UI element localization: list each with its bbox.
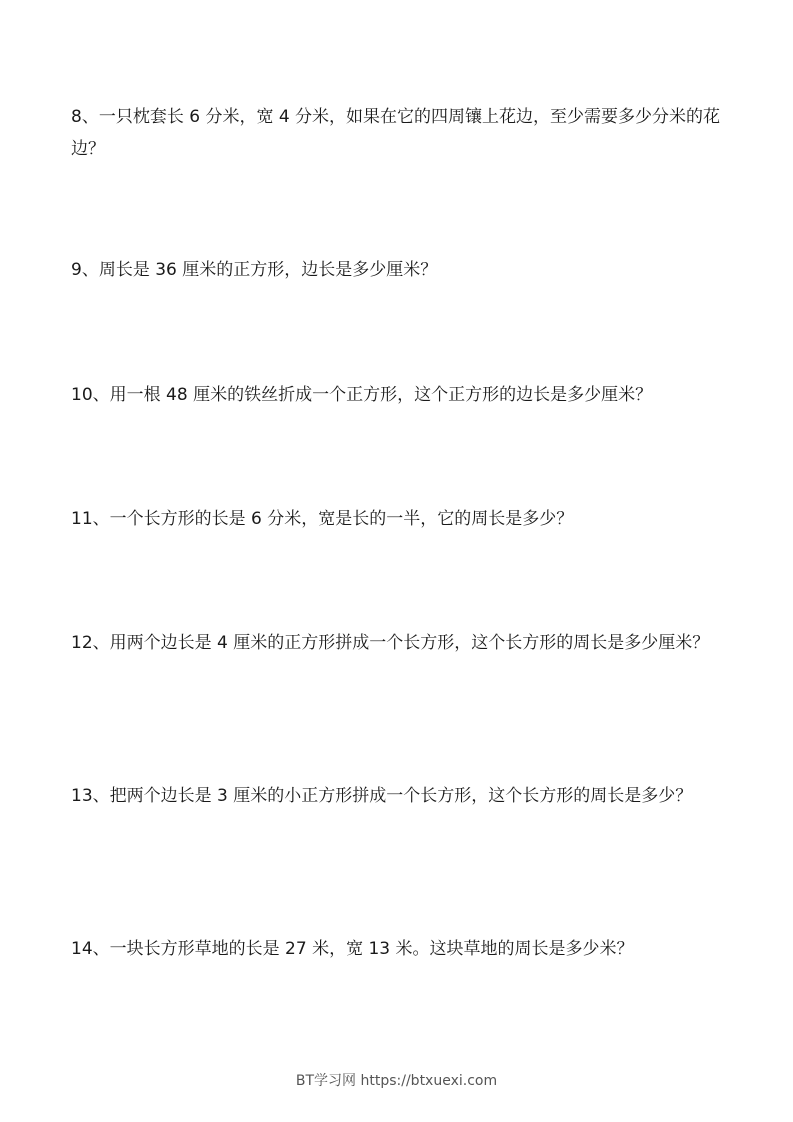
question-9: 9、周长是 36 厘米的正方形，边长是多少厘米？ [71,260,438,280]
question-11: 11、一个长方形的长是 6 分米，宽是长的一半，它的周长是多少？ [71,509,574,529]
question-13: 13、把两个边长是 3 厘米的小正方形拼成一个长方形，这个长方形的周长是多少？ [71,786,693,806]
question-10: 10、用一根 48 厘米的铁丝折成一个正方形，这个正方形的边长是多少厘米？ [71,385,653,405]
question-12: 12、用两个边长是 4 厘米的正方形拼成一个长方形，这个长方形的周长是多少厘米？ [71,633,710,653]
page-footer: BT学习网 https://btxuexi.com [295,1073,498,1089]
question-14: 14、一块长方形草地的长是 27 米，宽 13 米。这块草地的周长是多少米？ [71,939,634,959]
question-8: 8、一只枕套长 6 分米，宽 4 分米，如果在它的四周镶上花边，至少需要多少分米的花边？ [71,107,721,159]
